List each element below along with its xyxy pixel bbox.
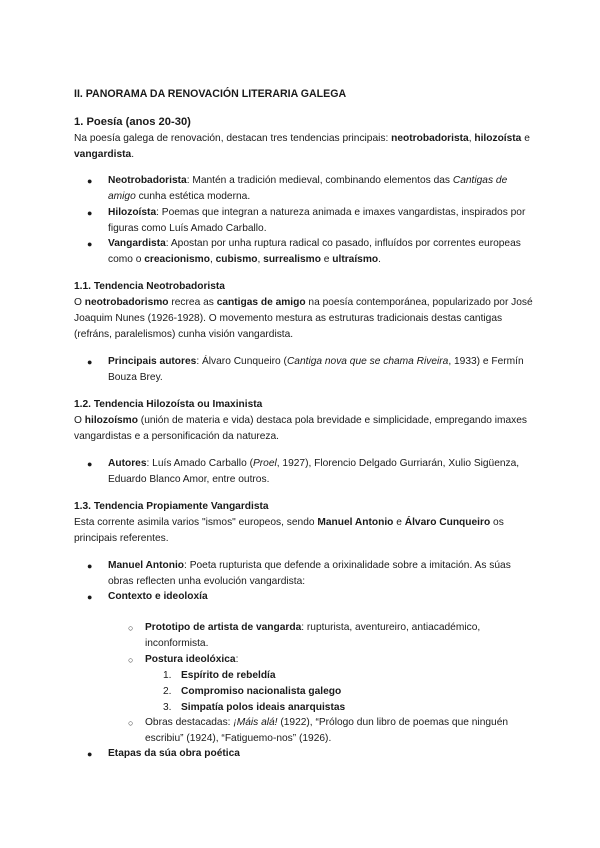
bullet-icon: ● [87,208,93,218]
bullet-icon: ● [87,459,93,469]
intro-paragraph: Na poesía galega de renovación, destacan tres tendencias principais: neotrobadorista, hilozoísta e vangardista. [74,133,530,160]
list-item-etapas: Etapas da súa obra poética [108,748,240,759]
paragraph-vangardista: Esta corrente asimila varios "ismos" europeos, sendo Manuel Antonio e Álvaro Cunqueiro os principais referentes. [74,517,504,544]
sub-item-obras: Obras destacadas: ¡Máis alá! (1922), “Prólogo dun libro de poemas que ninguén escribiu” (1924), “Fatiguemo-nos” (1926). [145,717,509,744]
section-heading-poesia: 1. Poesía (anos 20-30) [74,116,191,128]
circle-bullet-icon: ○ [128,623,134,633]
sub-item-prototipo: Prototipo de artista de vangarda: rupturista, aventureiro, antiacadémico, inconformista. [145,622,481,649]
list-number: 3. [163,702,172,713]
numbered-item: Espírito de rebeldía [181,670,276,681]
list-item-vangardista: Vangardista: Apostan por unha ruptura radical co pasado, influídos por correntes europeas como o creacionismo, cubismo, surrealismo e ultraísmo. [108,238,521,265]
list-item-principais-autores: Principais autores: Álvaro Cunqueiro (Cantiga nova que se chama Riveira, 1933) e Fermín Bouza Brey. [108,356,524,383]
bullet-icon: ● [87,561,93,571]
list-number: 2. [163,686,172,697]
bullet-icon: ● [87,749,93,759]
bullet-icon: ● [87,176,93,186]
list-item-hilozoista: Hilozoísta: Poemas que integran a natureza animada e imaxes vangardistas, inspirados por figuras como Luís Amado Carballo. [108,207,526,234]
bullet-icon: ● [87,239,93,249]
section-heading-vangardista: 1.3. Tendencia Propiamente Vangardista [74,501,269,512]
section-heading-hilozoista: 1.2. Tendencia Hilozoísta ou Imaxinista [74,399,263,410]
list-item-contexto: Contexto e ideoloxía [108,591,208,602]
section-heading-neotrobadorista: 1.1. Tendencia Neotrobadorista [74,281,225,292]
list-item-manuel-antonio: Manuel Antonio: Poeta rupturista que defende a orixinalidade sobre a imitación. As súas obras reflecten unha evolución vangardista: [108,560,511,587]
paragraph-hilozoismo: O hilozoísmo (unión de materia e vida) destaca pola brevidade e simplicidade, empregando imaxes vangardistas e a personificación da natureza. [74,415,528,442]
circle-bullet-icon: ○ [128,718,134,728]
paragraph-neotrobadorismo: O neotrobadorismo recrea as cantigas de amigo na poesía contemporánea, popularizado por José Joaquim Nunes (1926-1928). O movemento mestura as estruturas tradicionais destas cantigas (refráns, paralelismos) cunha visión vangardista. [74,297,533,340]
numbered-item: Compromiso nacionalista galego [181,686,342,697]
numbered-item: Simpatía polos ideais anarquistas [181,702,346,713]
document-title: II. PANORAMA DA RENOVACIÓN LITERARIA GALEGA [74,88,347,100]
circle-bullet-icon: ○ [128,655,134,665]
bullet-icon: ● [87,357,93,367]
list-item-neotrobadorista: Neotrobadorista: Mantén a tradición medieval, combinando elementos das Cantigas de amigo cunha estética moderna. [108,175,508,202]
sub-item-postura: Postura ideolóxica: [145,654,239,665]
list-item-autores: Autores: Luís Amado Carballo (Proel, 1927), Florencio Delgado Gurriarán, Xulio Sigüenza, Eduardo Blanco Amor, entre outros. [108,458,520,485]
list-number: 1. [163,670,172,681]
bullet-icon: ● [87,592,93,602]
